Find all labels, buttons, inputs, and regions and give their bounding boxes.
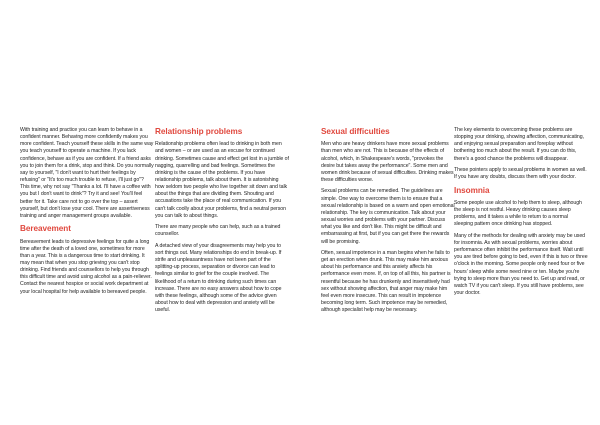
column-2 — [155, 127, 289, 319]
paragraph: Sexual problems can be remedied. The guidelines are simple. One way to overcome them is to ensure that a sexual relationship is based on a warm and open emotional relationship. The key is communication. Talk about your sexual worries and problems with your partner. Discuss what you like and don't like. This might be difficult and embarrassing at first, but if you can get there the rewards will be promising. — [321, 188, 455, 245]
paragraph: Some people use alcohol to help them to sleep, although the sleep is not restful. Heavy drinking causes sleep problems, and it takes a while to return to a normal sleeping pattern once drinking has stopped. — [454, 199, 582, 228]
paragraph: Relationship problems often lead to drinking in both men and women – or are used as an excuse for continued drinking. Sometimes cause and effect get lost in a jumble of nagging, quarrelling and bad feelings. Sometimes the drinking is the cause of the problems. If you have relationship problems, talk about them. It is astonishing how seldom two people who live together sit down and talk about the things that are dividing them. Shouting and accusations take the place of real communication. If you can't talk coolly about your problems, find a neutral person you can talk to about things. — [155, 141, 289, 219]
paragraph: Many of the methods for dealing with anxiety may be used for insomnia. As with sexual problems, worries about performance often inhibit the performance itself. Wait until you are tired before going to bed, even if this is two or three o'clock in the morning. Some people only need four or five hours' sleep while some need nine or ten. Maybe you're trying to sleep more than you need to. Get up and read, or watch TV if you can't sleep. If you still have problems, see your doctor. — [454, 232, 588, 297]
paragraph: Bereavement leads to depressive feelings for quite a long time after the death of a loved one, sometimes for more than a year. This is a dangerous time to start drinking. It may mean that when you stop grieving you can't stop drinking. Find friends and counsellors to help you through this difficult time and avoid using alcohol as a pain-reliever. Contact the nearest hospice or social work department at your local hospital for help available to bereaved people. — [20, 238, 152, 295]
paragraph: Men who are heavy drinkers have more sexual problems than men who are not. This is because of the effects of alcohol, which, in Shakespeare's words, "provokes the desire but takes away the performance". Some men and women drink because of sexual difficulties. Drinking makes these difficulties worse. — [321, 141, 454, 183]
paragraph: These pointers apply to sexual problems in women as well. If you have any doubts, discuss them with your doctor. — [454, 167, 587, 181]
section-heading: Sexual difficulties — [321, 127, 390, 136]
paragraph: The key elements to overcoming these problems are stopping your drinking, showing affection, communicating, and enjoying sexual preparation and foreplay without bothering too much about the result. If you can do this, there's a good chance the problems will disappear. — [454, 127, 584, 162]
paragraph: There are many people who can help, such as a trained counsellor. — [155, 224, 281, 238]
section-heading: Insomnia — [454, 185, 490, 195]
section-heading: Bereavement — [20, 224, 71, 234]
column-4 — [454, 127, 588, 302]
paragraph: A detached view of your disagreements may help you to sort things out. Many relationships do end in break-up. If strife and unpleasantness have not been part of the splitting-up process, separation or divorce can lead to feelings similar to grief for the couple involved. The likelihood of a return to drinking during such times can increase. There are no easy answers about how to cope with these feelings, although some of the advice given about how to deal with depression and anxiety will be useful. — [155, 242, 282, 314]
section-heading: Relationship problems — [155, 127, 243, 136]
paragraph: Often, sexual impotence in a man begins when he fails to get an erection when drunk. This may make him anxious about his performance and this anxiety affects his performance even more. If, on top of all this, his partner is resentful because he has drunkenly and insensitively had sex without showing affection, that anger may make him feel even more insecure. This can result in impotence becoming long term. Such impotence may be remedied, although specialist help may be necessary. — [321, 249, 451, 314]
column-1 — [20, 127, 154, 300]
column-3 — [321, 127, 455, 319]
paragraph: With training and practice you can learn to behave in a confident manner. Behaving more confidently makes you more confident. Teach yourself these skills in the same way you teach yourself to operate a machine. If you lack confidence, behave as if you are confident. If a friend asks you to join them for a drink, stop and think. Do you normally say to yourself, "I don't want to hurt their feelings by refusing" or "It's too much trouble to refuse, I'll just go"? This time, why not say "Thanks a lot. I'll have a coffee with you but I don't want to drink"? Try it and see! You'll feel better for it. Take care not to go over the top – assert yourself, but don't lose your cool. There are assertiveness training and anger management groups available. — [20, 127, 154, 219]
